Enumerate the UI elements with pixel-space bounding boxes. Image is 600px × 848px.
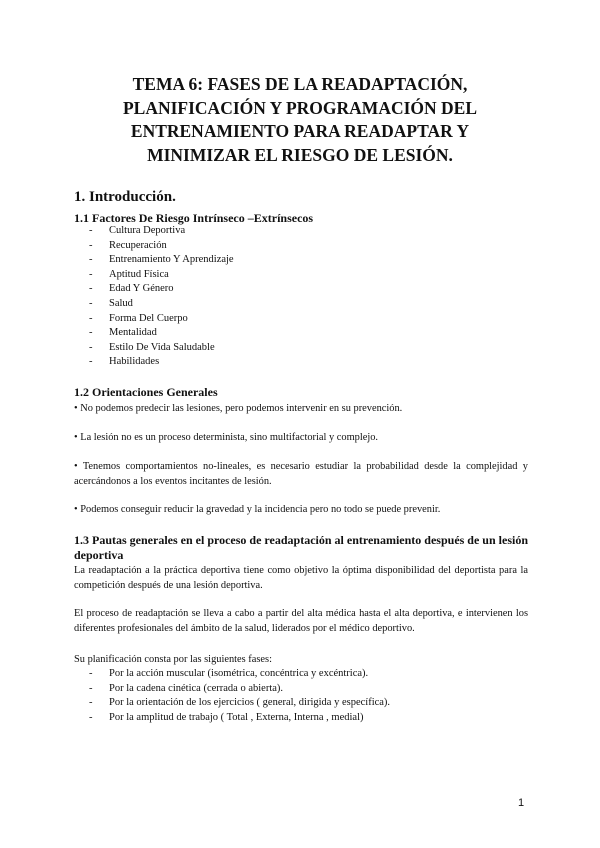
list-item: - Por la amplitud de trabajo ( Total , Externa, Interna , medial) bbox=[89, 711, 390, 726]
list-item: - Estilo De Vida Saludable bbox=[89, 341, 234, 356]
list-item: - Cultura Deportiva bbox=[89, 224, 234, 239]
list-item: - Por la acción muscular (isométrica, concéntrica y excéntrica). bbox=[89, 667, 390, 682]
body-paragraph: El proceso de readaptación se lleva a cabo a partir del alta médica hasta el alta deportiva, e intervienen los diferentes profesionales del ámbito de la salud, liderados por el médico deportivo. bbox=[74, 608, 528, 634]
list-item: - Forma Del Cuerpo bbox=[89, 312, 234, 327]
bullet-paragraph: • La lesión no es un proceso determinista, sino multifactorial y complejo. bbox=[74, 432, 379, 443]
list-item: - Recuperación bbox=[89, 239, 234, 254]
subsection-heading-pautas: 1.3 Pautas generales en el proceso de readaptación al entrenamiento después de un lesión deportiva bbox=[74, 533, 528, 562]
list-item: - Por la orientación de los ejercicios ( general, dirigida y específica). bbox=[89, 696, 390, 711]
list-item: - Edad Y Género bbox=[89, 282, 234, 297]
list-item: - Aptitud Física bbox=[89, 268, 234, 283]
title-line: PLANIFICACIÓN Y PROGRAMACIÓN DEL bbox=[122, 97, 478, 118]
title-line: TEMA 6: FASES DE LA READAPTACIÓN, bbox=[132, 74, 468, 94]
document-title bbox=[60, 73, 540, 167]
phases-list bbox=[89, 667, 390, 725]
risk-factors-list bbox=[89, 224, 234, 370]
bullet-paragraph: • Podemos conseguir reducir la gravedad y la incidencia pero no todo se puede prevenir. bbox=[74, 504, 441, 515]
body-paragraph: Su planificación consta por las siguientes fases: bbox=[74, 654, 272, 665]
subsection-heading-orientaciones: 1.2 Orientaciones Generales bbox=[74, 385, 218, 399]
page-number: 1 bbox=[518, 797, 525, 809]
bullet-paragraph: • No podemos predecir las lesiones, pero podemos intervenir en su prevención. bbox=[74, 403, 403, 414]
list-item: - Entrenamiento Y Aprendizaje bbox=[89, 253, 234, 268]
title-line: ENTRENAMIENTO PARA READAPTAR Y bbox=[130, 121, 470, 141]
subsection-heading-factores: 1.1 Factores De Riesgo Intrínseco –Extrínsecos bbox=[74, 211, 314, 225]
list-item: - Habilidades bbox=[89, 355, 234, 370]
title-line: MINIMIZAR EL RIESGO DE LESIÓN. bbox=[147, 144, 453, 165]
list-item: - Por la cadena cinética (cerrada o abierta). bbox=[89, 682, 390, 697]
body-paragraph: La readaptación a la práctica deportiva tiene como objetivo la óptima disponibilidad del deportista para la competición después de una lesión deportiva. bbox=[74, 565, 528, 591]
section-heading-introduccion: 1. Introducción. bbox=[74, 189, 176, 205]
list-item: - Salud bbox=[89, 297, 234, 312]
bullet-paragraph: • Tenemos comportamientos no-lineales, es necesario estudiar la probabilidad desde la complejidad y acercándonos a los eventos incitantes de lesión. bbox=[74, 461, 528, 487]
list-item: - Mentalidad bbox=[89, 326, 234, 341]
